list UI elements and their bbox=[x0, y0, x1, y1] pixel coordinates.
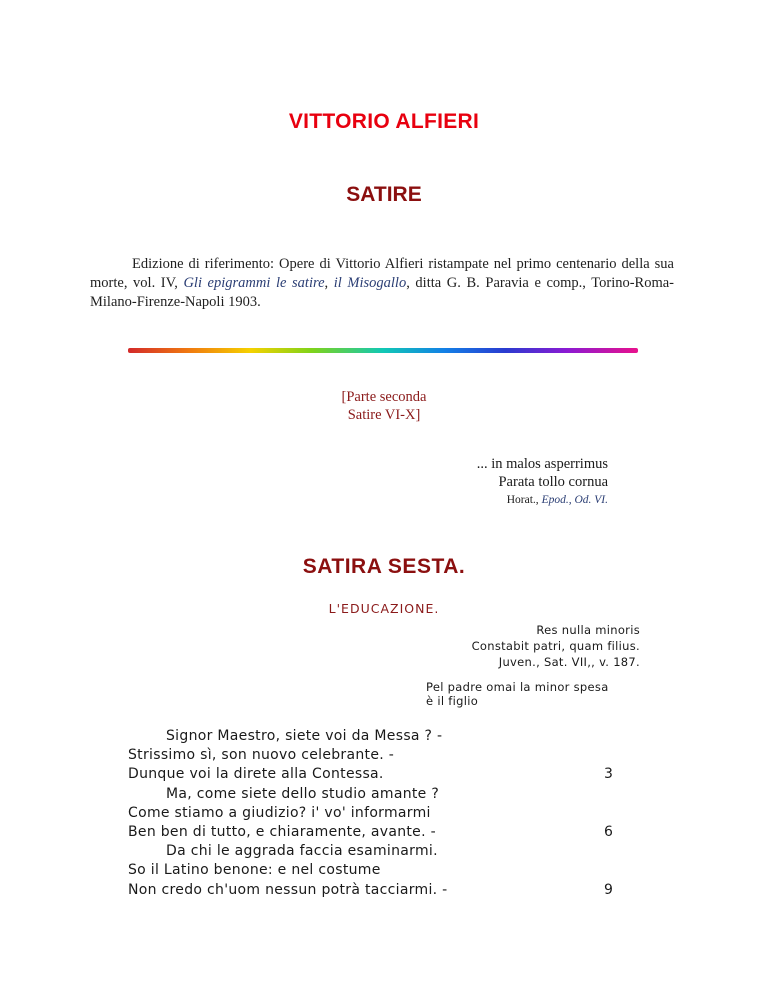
epigraph2-line-2: Constabit patri, quam filius. bbox=[471, 639, 640, 653]
satira-subtitle: L'EDUCAZIONE. bbox=[328, 601, 440, 616]
work-title: SATIRE bbox=[346, 183, 422, 206]
rainbow-divider bbox=[128, 348, 638, 353]
author-heading: VITTORIO ALFIERI bbox=[288, 110, 480, 133]
verse-line bbox=[128, 861, 628, 880]
verse-line bbox=[128, 881, 628, 900]
epigraph-line-1: ... in malos asperrimus bbox=[476, 456, 608, 472]
verse-line bbox=[128, 842, 628, 861]
verse-number: 9 bbox=[604, 881, 614, 898]
epigraph2-line-3: Juven., Sat. VII,, v. 187. bbox=[498, 655, 640, 669]
verse-text: Come stiamo a giudizio? i' vo' informarmi bbox=[128, 804, 431, 821]
edition-italic-1: Gli epigrammi le satire bbox=[183, 275, 325, 291]
poem-verses bbox=[128, 727, 628, 900]
verse-text: Ben ben di tutto, e chiaramente, avante. - bbox=[128, 823, 436, 840]
satira-title: SATIRA SESTA. bbox=[302, 555, 466, 578]
verse-line bbox=[128, 785, 628, 804]
part-heading bbox=[0, 388, 768, 424]
edition-text-2: , ditta G. B. Paravia e comp., Torino-Roma-Milano-Firenze-Napoli 1903. bbox=[90, 275, 675, 310]
verse-text: Non credo ch'uom nessun potrà tacciarmi. - bbox=[128, 881, 448, 898]
verse-line bbox=[128, 823, 628, 842]
epigraph-source-work: Epod., Od. VI. bbox=[541, 494, 608, 506]
edition-note bbox=[90, 255, 674, 312]
verse-text: Signor Maestro, siete voi da Messa ? - bbox=[166, 728, 443, 744]
epigraph-horace bbox=[0, 455, 608, 509]
translation-line-2: è il figlio bbox=[426, 694, 479, 708]
epigraph-source bbox=[0, 491, 608, 509]
epigraph-line-2: Parata tollo cornua bbox=[498, 474, 608, 490]
part-line-1: [Parte seconda bbox=[341, 389, 427, 405]
translation-line-1: Pel padre omai la minor spesa bbox=[426, 680, 609, 694]
epigraph-translation bbox=[426, 680, 656, 708]
verse-line bbox=[128, 765, 628, 784]
edition-text-1: Edizione di riferimento: Opere di Vittorio Alfieri ristampate nel primo centenario della sua morte, vol. IV, bbox=[90, 256, 674, 291]
verse-line bbox=[128, 727, 628, 746]
verse-number: 6 bbox=[604, 823, 614, 840]
verse-text: Da chi le aggrada faccia esaminarmi. bbox=[166, 843, 438, 860]
epigraph-juvenal bbox=[0, 622, 640, 670]
epigraph2-line-1: Res nulla minoris bbox=[536, 623, 640, 637]
verse-text: Ma, come siete dello studio amante ? bbox=[166, 785, 440, 802]
verse-line bbox=[128, 804, 628, 823]
edition-sep: , bbox=[324, 275, 334, 291]
verse-text: So il Latino benone: e nel costume bbox=[128, 862, 381, 879]
epigraph-source-author: Horat., bbox=[506, 494, 542, 506]
verse-number: 3 bbox=[604, 766, 614, 783]
part-line-2: Satire VI-X] bbox=[347, 407, 421, 423]
verse-text: Strissimo sì, son nuovo celebrante. - bbox=[128, 747, 395, 764]
verse-line bbox=[128, 746, 628, 765]
verse-text: Dunque voi la direte alla Contessa. bbox=[128, 766, 384, 783]
edition-italic-2: il Misogallo bbox=[333, 275, 407, 291]
